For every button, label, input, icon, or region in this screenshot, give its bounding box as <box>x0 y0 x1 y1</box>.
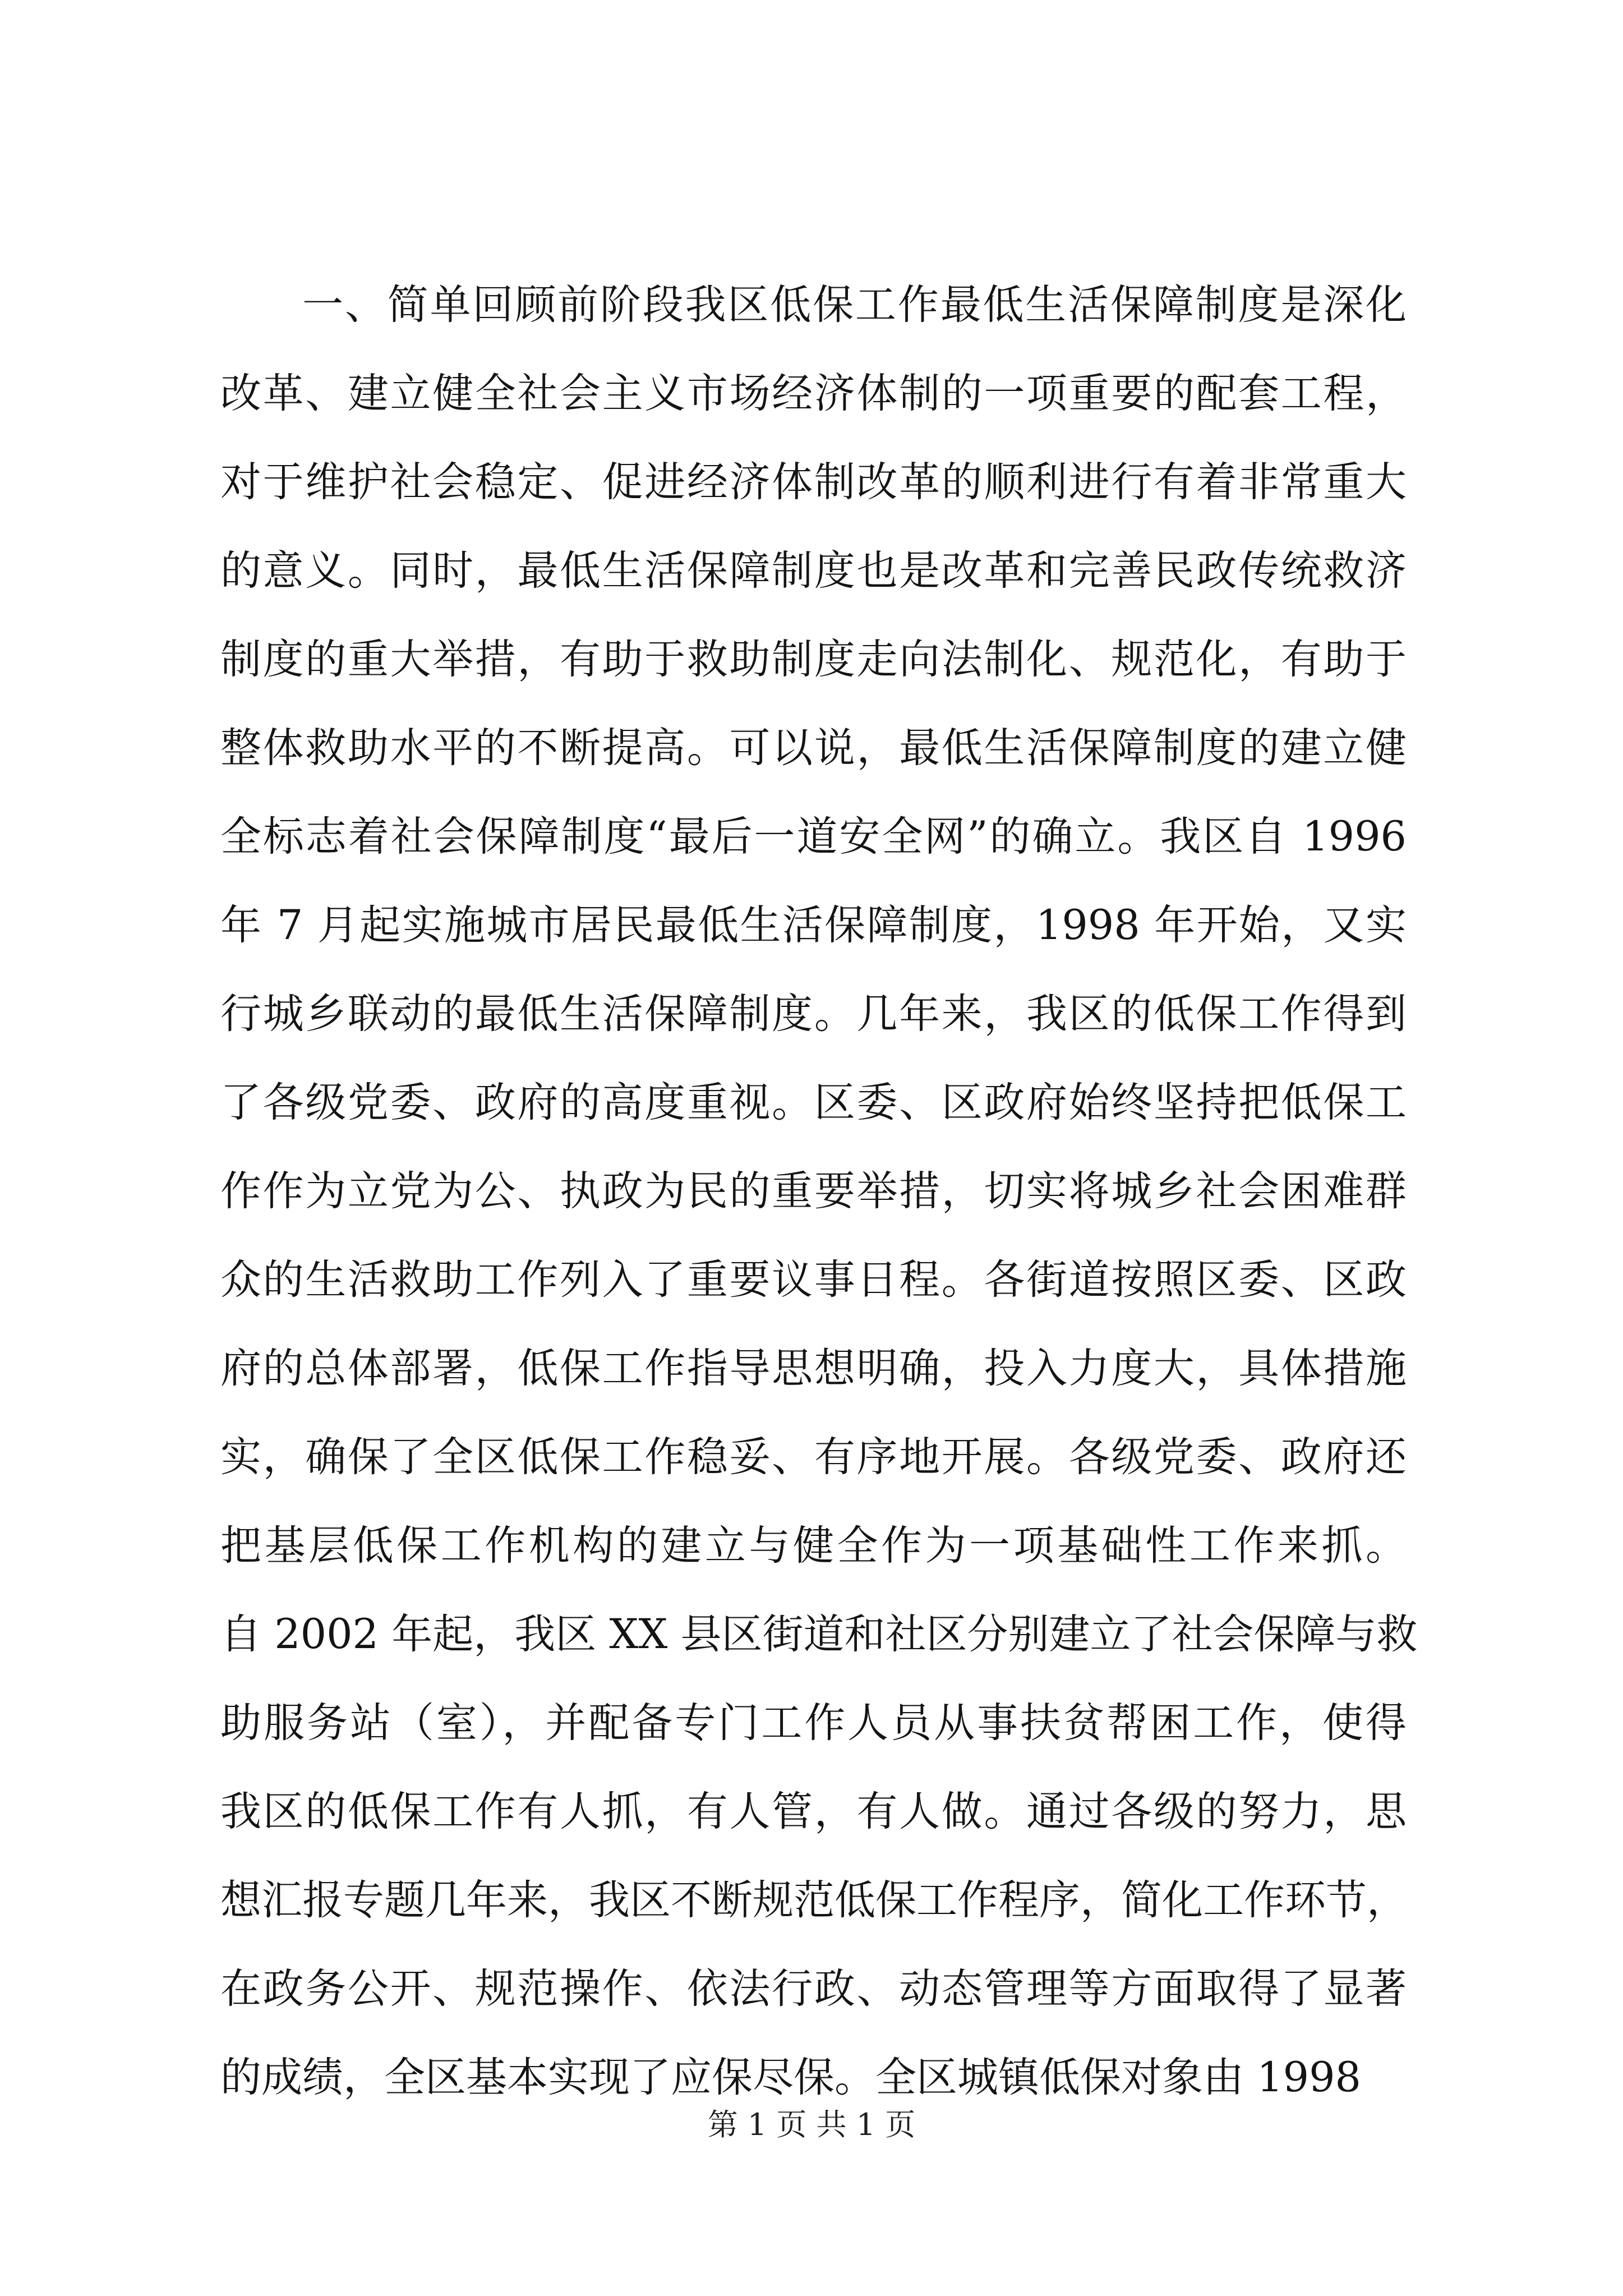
text-line-8: 年 7 月起实施城市居民最低生活保障制度，1998 年开始，又实 <box>220 901 1407 949</box>
text-line-14: 实，确保了全区低保工作稳妥、有序地开展。各级党委、政府还 <box>220 1433 1407 1481</box>
text-line-10: 了各级党委、政府的高度重视。区委、区政府始终坚持把低保工 <box>220 1079 1407 1126</box>
text-line-12: 众的生活救助工作列入了重要议事日程。各街道按照区委、区政 <box>220 1256 1407 1304</box>
page-number-label: 第 1 页 共 1 页 <box>707 2107 916 2142</box>
text-line-3: 对于维护社会稳定、促进经济体制改革的顺利进行有着非常重大 <box>220 458 1407 506</box>
text-line-5: 制度的重大举措，有助于救助制度走向法制化、规范化，有助于 <box>220 636 1407 683</box>
text-line-1: 一、简单回顾前阶段我区低保工作最低生活保障制度是深化 <box>302 281 1407 329</box>
text-line-16: 自 2002 年起，我区 XX 县区街道和社区分别建立了社会保障与救 <box>220 1611 1418 1658</box>
text-line-6: 整体救助水平的不断提高。可以说，最低生活保障制度的建立健 <box>220 724 1407 772</box>
text-line-21: 的成绩，全区基本实现了应保尽保。全区城镇低保对象由 1998 <box>220 2054 1361 2101</box>
page-footer <box>0 2105 1623 2145</box>
body-paragraph <box>220 261 1418 2122</box>
text-line-11: 作作为立党为公、执政为民的重要举措，切实将城乡社会困难群 <box>220 1167 1407 1215</box>
text-line-13: 府的总体部署，低保工作指导思想明确，投入力度大，具体措施 <box>220 1345 1407 1392</box>
text-line-19: 想汇报专题几年来，我区不断规范低保工作程序，简化工作环节， <box>220 1876 1408 1924</box>
text-line-4: 的意义。同时，最低生活保障制度也是改革和完善民政传统救济 <box>220 547 1407 595</box>
text-line-18: 我区的低保工作有人抓，有人管，有人做。通过各级的努力，思 <box>220 1788 1407 1835</box>
text-line-20: 在政务公开、规范操作、依法行政、动态管理等方面取得了显著 <box>220 1965 1407 2013</box>
text-line-9: 行城乡联动的最低生活保障制度。几年来，我区的低保工作得到 <box>220 990 1407 1038</box>
text-line-7: 全标志着社会保障制度“最后一道安全网”的确立。我区自 1996 <box>220 813 1407 861</box>
text-line-2: 改革、建立健全社会主义市场经济体制的一项重要的配套工程， <box>220 370 1407 417</box>
text-line-17: 助服务站（室），并配备专门工作人员从事扶贫帮困工作，使得 <box>220 1699 1407 1747</box>
text-line-15: 把基层低保工作机构的建立与健全作为一项基础性工作来抓。 <box>220 1522 1407 1570</box>
